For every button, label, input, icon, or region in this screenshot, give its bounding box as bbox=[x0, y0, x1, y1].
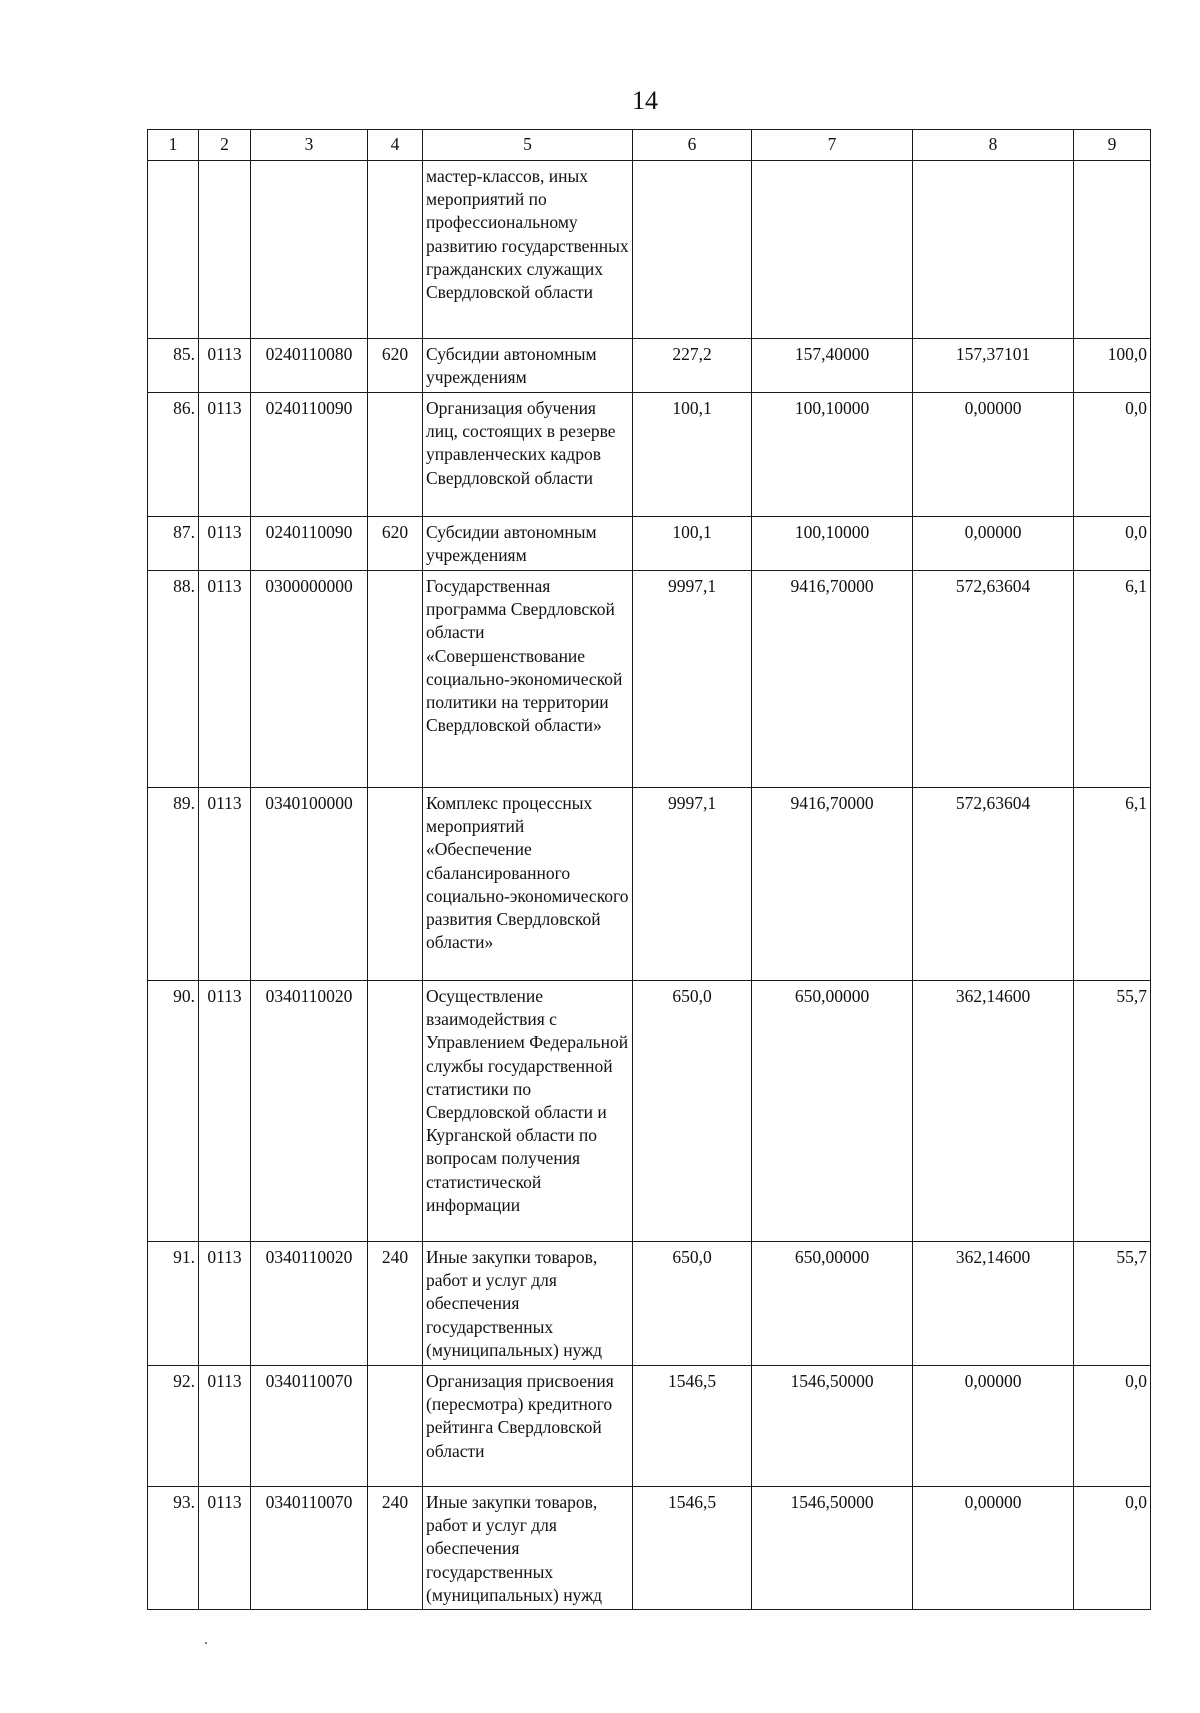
budget-table bbox=[147, 129, 1151, 1610]
section-code: 0113 bbox=[199, 517, 251, 571]
section-code: 0113 bbox=[199, 1366, 251, 1487]
expense-type: 620 bbox=[368, 339, 423, 393]
planned-amount: 1546,5 bbox=[633, 1366, 752, 1487]
item-name: мастер-классов, иных мероприятий по профессиональному развитию государственных гражданских служащих Свердловской области bbox=[423, 161, 633, 339]
column-header-2: 2 bbox=[199, 130, 251, 161]
item-name: Субсидии автономным учреждениям bbox=[423, 517, 633, 571]
table-row bbox=[148, 788, 1151, 981]
column-header-4: 4 bbox=[368, 130, 423, 161]
table-row bbox=[148, 161, 1151, 339]
target-code: 0300000000 bbox=[251, 571, 368, 788]
planned-amount: 100,1 bbox=[633, 517, 752, 571]
section-code: 0113 bbox=[199, 1242, 251, 1366]
scan-speck bbox=[205, 1642, 207, 1644]
item-name: Комплекс процессных мероприятий «Обеспечение сбалансированного социально-экономического развития Свердловской области» bbox=[423, 788, 633, 981]
planned-amount: 100,1 bbox=[633, 393, 752, 517]
section-code: 0113 bbox=[199, 788, 251, 981]
executed-amount bbox=[913, 161, 1074, 339]
execution-percent: 6,1 bbox=[1074, 571, 1151, 788]
section-code: 0113 bbox=[199, 1487, 251, 1610]
target-code: 0240110090 bbox=[251, 393, 368, 517]
execution-percent bbox=[1074, 161, 1151, 339]
column-header-6: 6 bbox=[633, 130, 752, 161]
target-code: 0240110080 bbox=[251, 339, 368, 393]
expense-type bbox=[368, 571, 423, 788]
target-code: 0340110020 bbox=[251, 981, 368, 1242]
section-code: 0113 bbox=[199, 393, 251, 517]
execution-percent: 55,7 bbox=[1074, 981, 1151, 1242]
header-row bbox=[148, 130, 1151, 161]
approved-amount: 1546,50000 bbox=[752, 1487, 913, 1610]
table-row bbox=[148, 981, 1151, 1242]
target-code: 0340100000 bbox=[251, 788, 368, 981]
section-code: 0113 bbox=[199, 339, 251, 393]
table-row bbox=[148, 1242, 1151, 1366]
section-code bbox=[199, 161, 251, 339]
executed-amount: 0,00000 bbox=[913, 517, 1074, 571]
column-header-8: 8 bbox=[913, 130, 1074, 161]
approved-amount: 650,00000 bbox=[752, 981, 913, 1242]
target-code: 0340110070 bbox=[251, 1366, 368, 1487]
target-code: 0240110090 bbox=[251, 517, 368, 571]
approved-amount: 100,10000 bbox=[752, 393, 913, 517]
planned-amount: 9997,1 bbox=[633, 788, 752, 981]
execution-percent: 0,0 bbox=[1074, 1487, 1151, 1610]
target-code bbox=[251, 161, 368, 339]
table-row bbox=[148, 1366, 1151, 1487]
column-header-9: 9 bbox=[1074, 130, 1151, 161]
execution-percent: 0,0 bbox=[1074, 393, 1151, 517]
approved-amount: 100,10000 bbox=[752, 517, 913, 571]
approved-amount: 157,40000 bbox=[752, 339, 913, 393]
item-name: Осуществление взаимодействия с Управлением Федеральной службы государственной статистики по Свердловской области и Курганской области по вопросам получения статистической информации bbox=[423, 981, 633, 1242]
row-number: 86. bbox=[148, 393, 199, 517]
row-number: 90. bbox=[148, 981, 199, 1242]
column-header-7: 7 bbox=[752, 130, 913, 161]
expense-type: 240 bbox=[368, 1242, 423, 1366]
approved-amount: 1546,50000 bbox=[752, 1366, 913, 1487]
item-name: Организация присвоения (пересмотра) кредитного рейтинга Свердловской области bbox=[423, 1366, 633, 1487]
execution-percent: 100,0 bbox=[1074, 339, 1151, 393]
planned-amount: 227,2 bbox=[633, 339, 752, 393]
expense-type: 240 bbox=[368, 1487, 423, 1610]
planned-amount: 650,0 bbox=[633, 1242, 752, 1366]
planned-amount: 9997,1 bbox=[633, 571, 752, 788]
executed-amount: 0,00000 bbox=[913, 1366, 1074, 1487]
target-code: 0340110020 bbox=[251, 1242, 368, 1366]
expense-type bbox=[368, 1366, 423, 1487]
executed-amount: 157,37101 bbox=[913, 339, 1074, 393]
section-code: 0113 bbox=[199, 981, 251, 1242]
column-header-3: 3 bbox=[251, 130, 368, 161]
item-name: Субсидии автономным учреждениям bbox=[423, 339, 633, 393]
executed-amount: 362,14600 bbox=[913, 981, 1074, 1242]
row-number: 89. bbox=[148, 788, 199, 981]
expense-type bbox=[368, 393, 423, 517]
expense-type bbox=[368, 161, 423, 339]
planned-amount bbox=[633, 161, 752, 339]
item-name: Организация обучения лиц, состоящих в резерве управленческих кадров Свердловской области bbox=[423, 393, 633, 517]
executed-amount: 0,00000 bbox=[913, 1487, 1074, 1610]
column-header-1: 1 bbox=[148, 130, 199, 161]
expense-type bbox=[368, 981, 423, 1242]
executed-amount: 572,63604 bbox=[913, 571, 1074, 788]
row-number bbox=[148, 161, 199, 339]
row-number: 93. bbox=[148, 1487, 199, 1610]
row-number: 88. bbox=[148, 571, 199, 788]
table-row bbox=[148, 339, 1151, 393]
approved-amount: 9416,70000 bbox=[752, 571, 913, 788]
target-code: 0340110070 bbox=[251, 1487, 368, 1610]
table-row bbox=[148, 1487, 1151, 1610]
table-row bbox=[148, 571, 1151, 788]
execution-percent: 6,1 bbox=[1074, 788, 1151, 981]
expense-type: 620 bbox=[368, 517, 423, 571]
section-code: 0113 bbox=[199, 571, 251, 788]
planned-amount: 1546,5 bbox=[633, 1487, 752, 1610]
row-number: 87. bbox=[148, 517, 199, 571]
executed-amount: 362,14600 bbox=[913, 1242, 1074, 1366]
column-header-5: 5 bbox=[423, 130, 633, 161]
executed-amount: 0,00000 bbox=[913, 393, 1074, 517]
row-number: 92. bbox=[148, 1366, 199, 1487]
approved-amount: 650,00000 bbox=[752, 1242, 913, 1366]
execution-percent: 0,0 bbox=[1074, 517, 1151, 571]
executed-amount: 572,63604 bbox=[913, 788, 1074, 981]
table-row bbox=[148, 517, 1151, 571]
approved-amount: 9416,70000 bbox=[752, 788, 913, 981]
page-number: 14 bbox=[632, 86, 658, 115]
planned-amount: 650,0 bbox=[633, 981, 752, 1242]
item-name: Иные закупки товаров, работ и услуг для обеспечения государственных (муниципальных) нужд bbox=[423, 1487, 633, 1610]
execution-percent: 55,7 bbox=[1074, 1242, 1151, 1366]
execution-percent: 0,0 bbox=[1074, 1366, 1151, 1487]
row-number: 91. bbox=[148, 1242, 199, 1366]
expense-type bbox=[368, 788, 423, 981]
approved-amount bbox=[752, 161, 913, 339]
row-number: 85. bbox=[148, 339, 199, 393]
table-row bbox=[148, 393, 1151, 517]
item-name: Государственная программа Свердловской области «Совершенствование социально-экономической политики на территории Свердловской области» bbox=[423, 571, 633, 788]
item-name: Иные закупки товаров, работ и услуг для обеспечения государственных (муниципальных) нужд bbox=[423, 1242, 633, 1366]
